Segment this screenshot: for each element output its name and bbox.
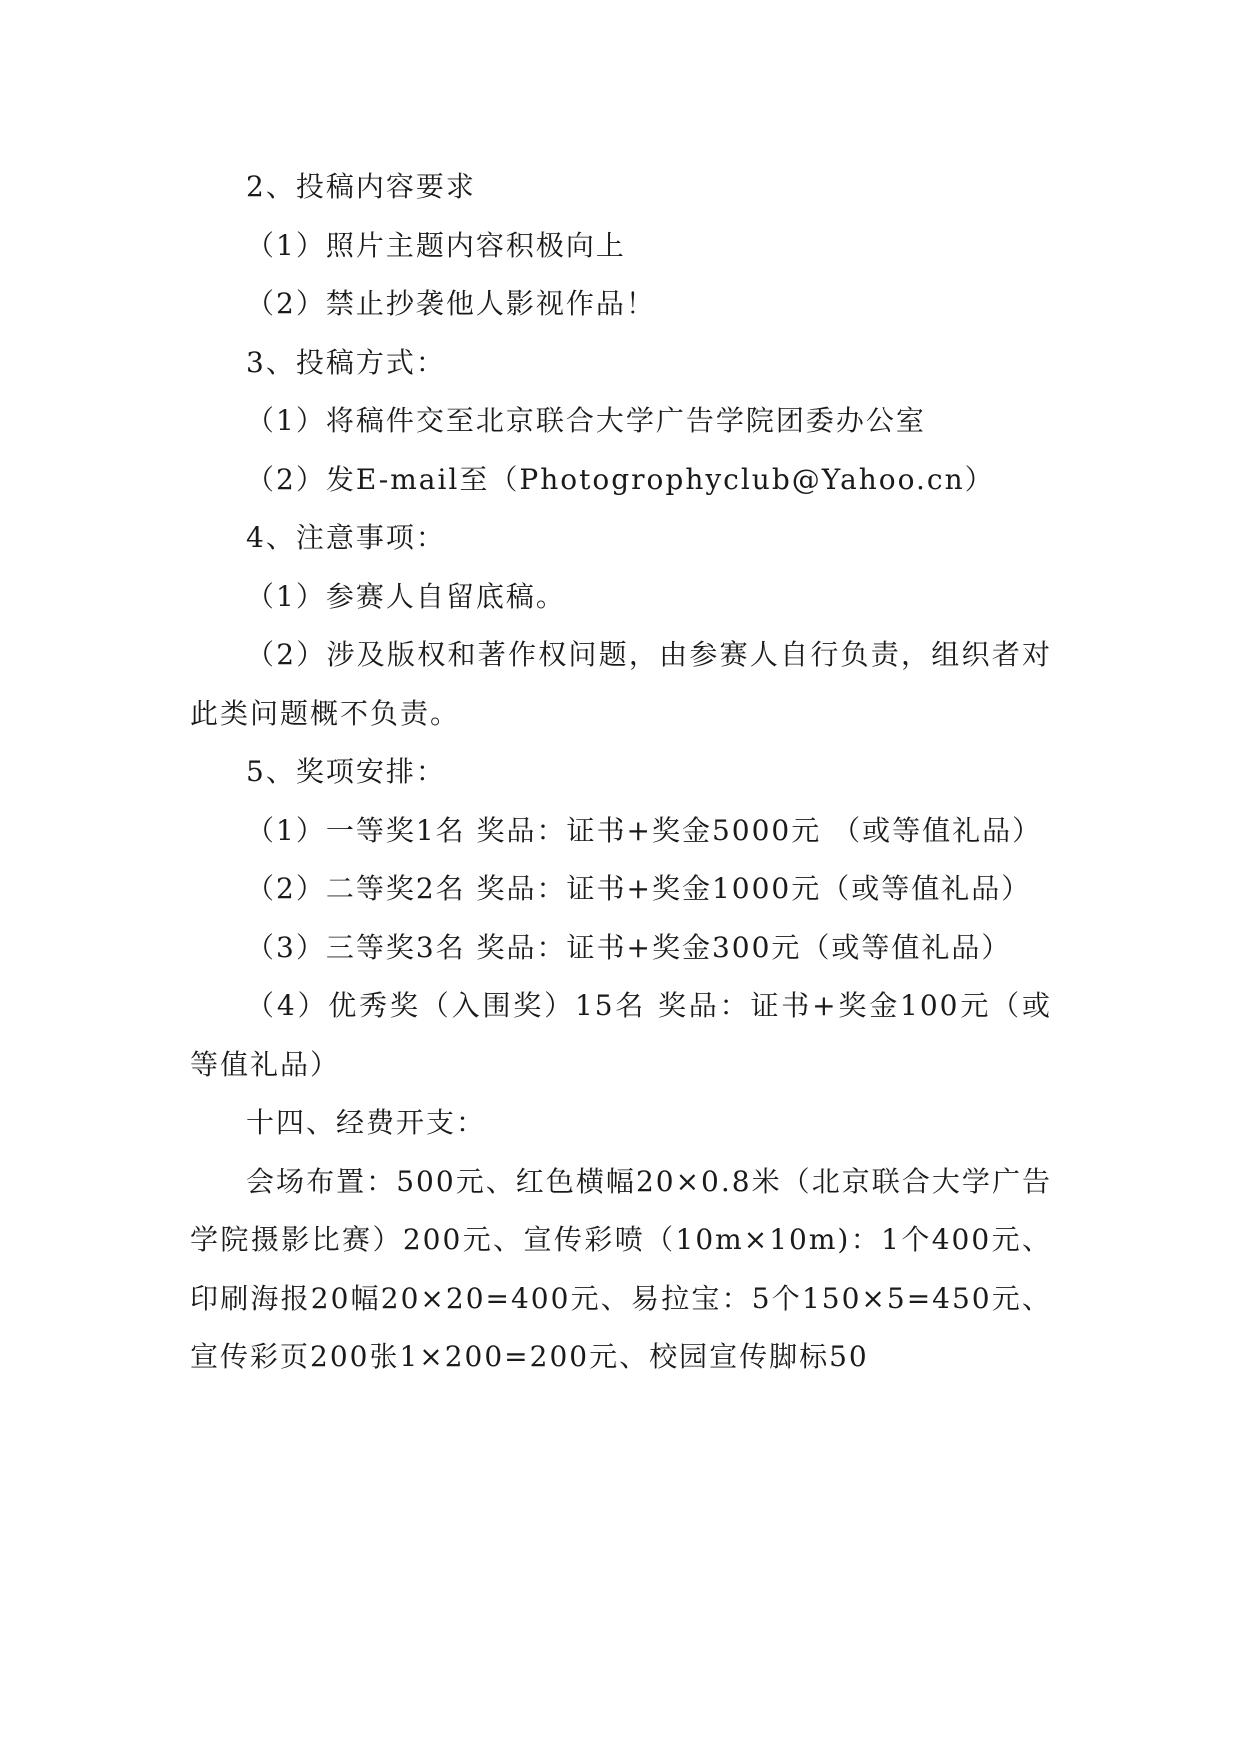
heading-expenses: 十四、经费开支： [246,1106,487,1139]
list-item-email: （2）发E-mail至（Photogrophyclub@Yahoo.cn） [246,462,995,496]
heading-notes: 4、注意事项： [246,521,446,554]
award-third-prize: （3）三等奖3名 奖品：证书+奖金300元（或等值礼品） [246,930,1012,964]
list-item: （2）涉及版权和著作权问题，由参赛人自行负责，组织者对此类问题概不负责。 [190,638,1052,730]
list-item: （1）将稿件交至北京联合大学广告学院团委办公室 [246,404,926,437]
expenses-body: 会场布置：500元、红色横幅20×0.8米（北京联合大学广告学院摄影比赛）200元、宣传彩喷（10m×10m)：1个400元、印刷海报20幅20×20=400元、易拉宝：5个150×5=450元、宣传彩页200张1×200=200元、校园宣传脚标50 [190,1164,1052,1373]
award-excellence-prize: （4）优秀奖（入围奖）15名 奖品：证书+奖金100元（或等值礼品） [190,989,1052,1081]
award-second-prize: （2）二等奖2名 奖品：证书+奖金1000元（或等值礼品） [246,872,1032,905]
document-body [190,158,1052,1387]
heading-submission-method: 3、投稿方式： [246,345,446,379]
award-first-prize: （1）一等奖1名 奖品：证书+奖金5000元 （或等值礼品） [246,813,1043,847]
heading-awards: 5、奖项安排： [246,755,446,788]
list-item: （1）参赛人自留底稿。 [246,579,566,613]
list-item: （2）禁止抄袭他人影视作品！ [246,287,656,320]
heading-submission-requirements: 2、投稿内容要求 [246,170,476,203]
list-item: （1）照片主题内容积极向上 [246,228,626,262]
